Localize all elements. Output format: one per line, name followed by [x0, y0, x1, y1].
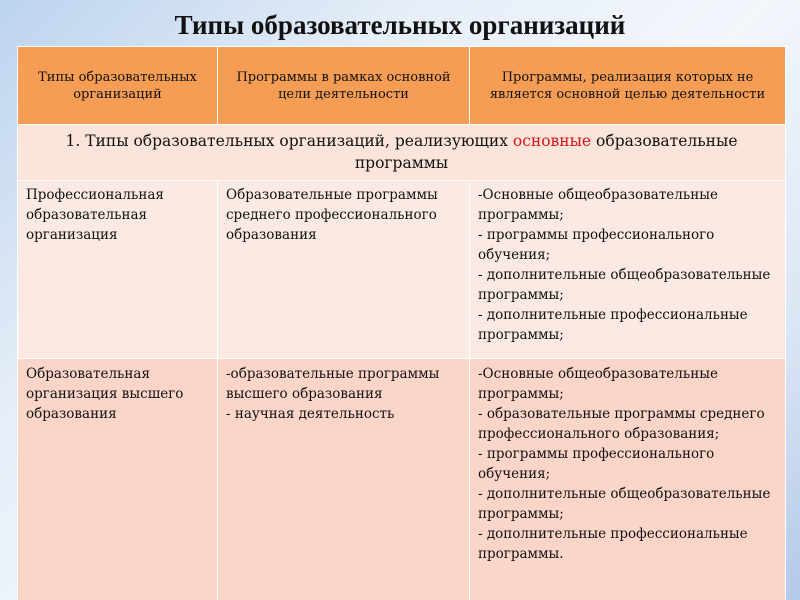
table-row	[18, 181, 786, 359]
org-type-cell: Профессиональная образовательная организация	[18, 181, 218, 359]
program-line: - дополнительные профессиональные программы;	[478, 307, 748, 343]
main-programs-cell	[218, 181, 470, 359]
section-highlight: основные	[512, 132, 592, 150]
program-line: Образовательные программы среднего профессионального образования	[226, 187, 438, 243]
program-line: -Основные общеобразовательные программы;	[478, 187, 718, 223]
program-line: - программы профессионального обучения;	[478, 446, 715, 482]
page-title: Типы образовательных организаций	[174, 10, 626, 40]
program-line: - программы профессионального обучения;	[478, 227, 715, 263]
header-main-programs: Программы в рамках основной цели деятельности	[218, 47, 470, 125]
program-line: - дополнительные общеобразовательные программы;	[478, 267, 771, 303]
header-other-programs: Программы, реализация которых не является основной целью деятельности	[470, 47, 786, 125]
program-line: -Основные общеобразовательные программы;	[478, 366, 718, 402]
header-types: Типы образовательных организаций	[18, 47, 218, 125]
other-programs-cell	[470, 359, 786, 600]
organizations-table	[17, 46, 786, 600]
section-suffix: образовательные программы	[354, 132, 738, 172]
section-prefix: 1. Типы образовательных организаций, реализующих	[65, 132, 513, 150]
section-row	[18, 125, 786, 181]
program-line: - образовательные программы среднего профессионального образования;	[478, 406, 765, 442]
program-line: - дополнительные общеобразовательные программы;	[478, 486, 771, 522]
table-row	[18, 359, 786, 600]
program-line: - научная деятельность	[226, 406, 395, 422]
other-programs-cell	[470, 181, 786, 359]
main-programs-cell	[218, 359, 470, 600]
section-heading	[18, 125, 786, 181]
org-type-cell: Образовательная организация высшего образования	[18, 359, 218, 600]
program-line: -образовательные программы высшего образования	[226, 366, 440, 402]
program-line: - дополнительные профессиональные программы.	[478, 526, 748, 562]
table-header-row	[18, 47, 786, 125]
